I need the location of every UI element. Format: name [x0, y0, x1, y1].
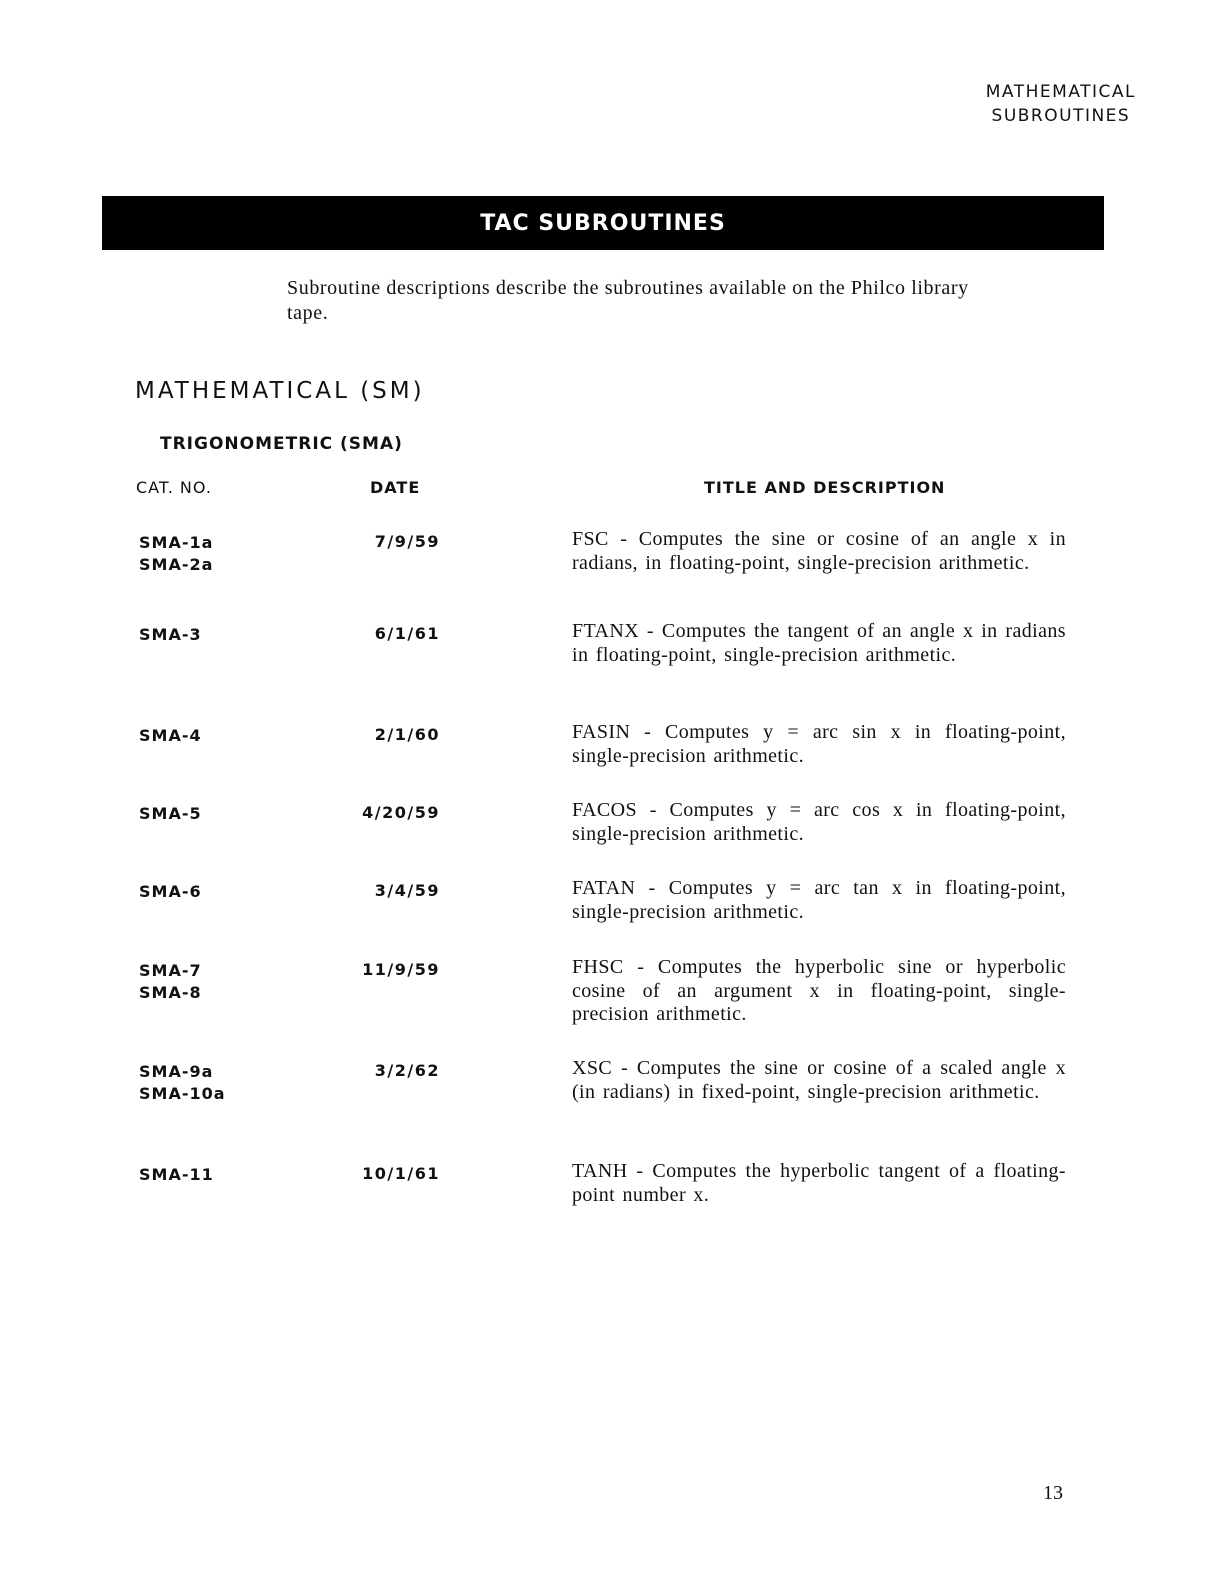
date-cell: 11/9/59 [362, 960, 440, 979]
date-cell: 3/4/59 [374, 881, 440, 900]
cat-no-cell [139, 624, 202, 646]
running-head [986, 80, 1136, 128]
section-heading: MATHEMATICAL (SM) [135, 378, 425, 404]
cat-no: SMA-10a [139, 1084, 226, 1103]
date-cell: 10/1/61 [362, 1164, 440, 1183]
date-cell: 3/2/62 [374, 1061, 440, 1080]
intro-paragraph: Subroutine descriptions describe the subroutines available on the Philco library tape. [287, 277, 969, 324]
description-cell: FASIN - Computes y = arc sin x in floating-point, single-precision arithmetic. [572, 721, 1066, 767]
cat-no: SMA-8 [139, 983, 202, 1002]
cat-no: SMA-7 [139, 961, 202, 980]
cat-no-cell [139, 725, 202, 747]
cat-no-cell [139, 1061, 226, 1105]
cat-no: SMA-1a [139, 533, 214, 552]
cat-no-cell [139, 881, 202, 903]
subsection-heading: TRIGONOMETRIC (SMA) [160, 434, 403, 454]
description-cell: FATAN - Computes y = arc tan x in floating-point, single-precision arithmetic. [572, 877, 1066, 923]
cat-no: SMA-11 [139, 1165, 214, 1184]
description-cell: FHSC - Computes the hyperbolic sine or hyperbolic cosine of an argument x in floating-point, single-precision arithmetic. [572, 956, 1066, 1025]
cat-no-cell [139, 1164, 214, 1186]
description-cell: FSC - Computes the sine or cosine of an angle x in radians, in floating-point, single-precision arithmetic. [572, 528, 1066, 574]
column-header-title: TITLE AND DESCRIPTION [704, 478, 946, 497]
date-cell: 4/20/59 [362, 803, 440, 822]
cat-no: SMA-9a [139, 1062, 214, 1081]
cat-no: SMA-2a [139, 555, 214, 574]
title-bar [102, 196, 1104, 250]
description-cell: TANH - Computes the hyperbolic tangent of a floating-point number x. [572, 1160, 1066, 1206]
cat-no: SMA-4 [139, 726, 202, 745]
column-header-date: DATE [370, 478, 421, 497]
description-cell: XSC - Computes the sine or cosine of a scaled angle x (in radians) in fixed-point, single-precision arithmetic. [572, 1057, 1066, 1103]
description-cell: FTANX - Computes the tangent of an angle x in radians in floating-point, single-precision arithmetic. [572, 620, 1066, 666]
running-head-line-2: SUBROUTINES [991, 106, 1131, 126]
description-cell: FACOS - Computes y = arc cos x in floating-point, single-precision arithmetic. [572, 799, 1066, 845]
date-cell: 2/1/60 [374, 725, 440, 744]
column-header-cat-no: CAT. NO. [136, 478, 212, 497]
cat-no: SMA-6 [139, 882, 202, 901]
date-cell: 7/9/59 [374, 532, 440, 551]
cat-no-cell [139, 960, 202, 1004]
running-head-line-1: MATHEMATICAL [985, 82, 1136, 102]
page-title: TAC SUBROUTINES [480, 210, 726, 236]
page-number: 13 [1043, 1482, 1063, 1504]
date-cell: 6/1/61 [374, 624, 440, 643]
cat-no-cell [139, 803, 202, 825]
cat-no: SMA-5 [139, 804, 202, 823]
cat-no: SMA-3 [139, 625, 202, 644]
cat-no-cell [139, 532, 213, 576]
